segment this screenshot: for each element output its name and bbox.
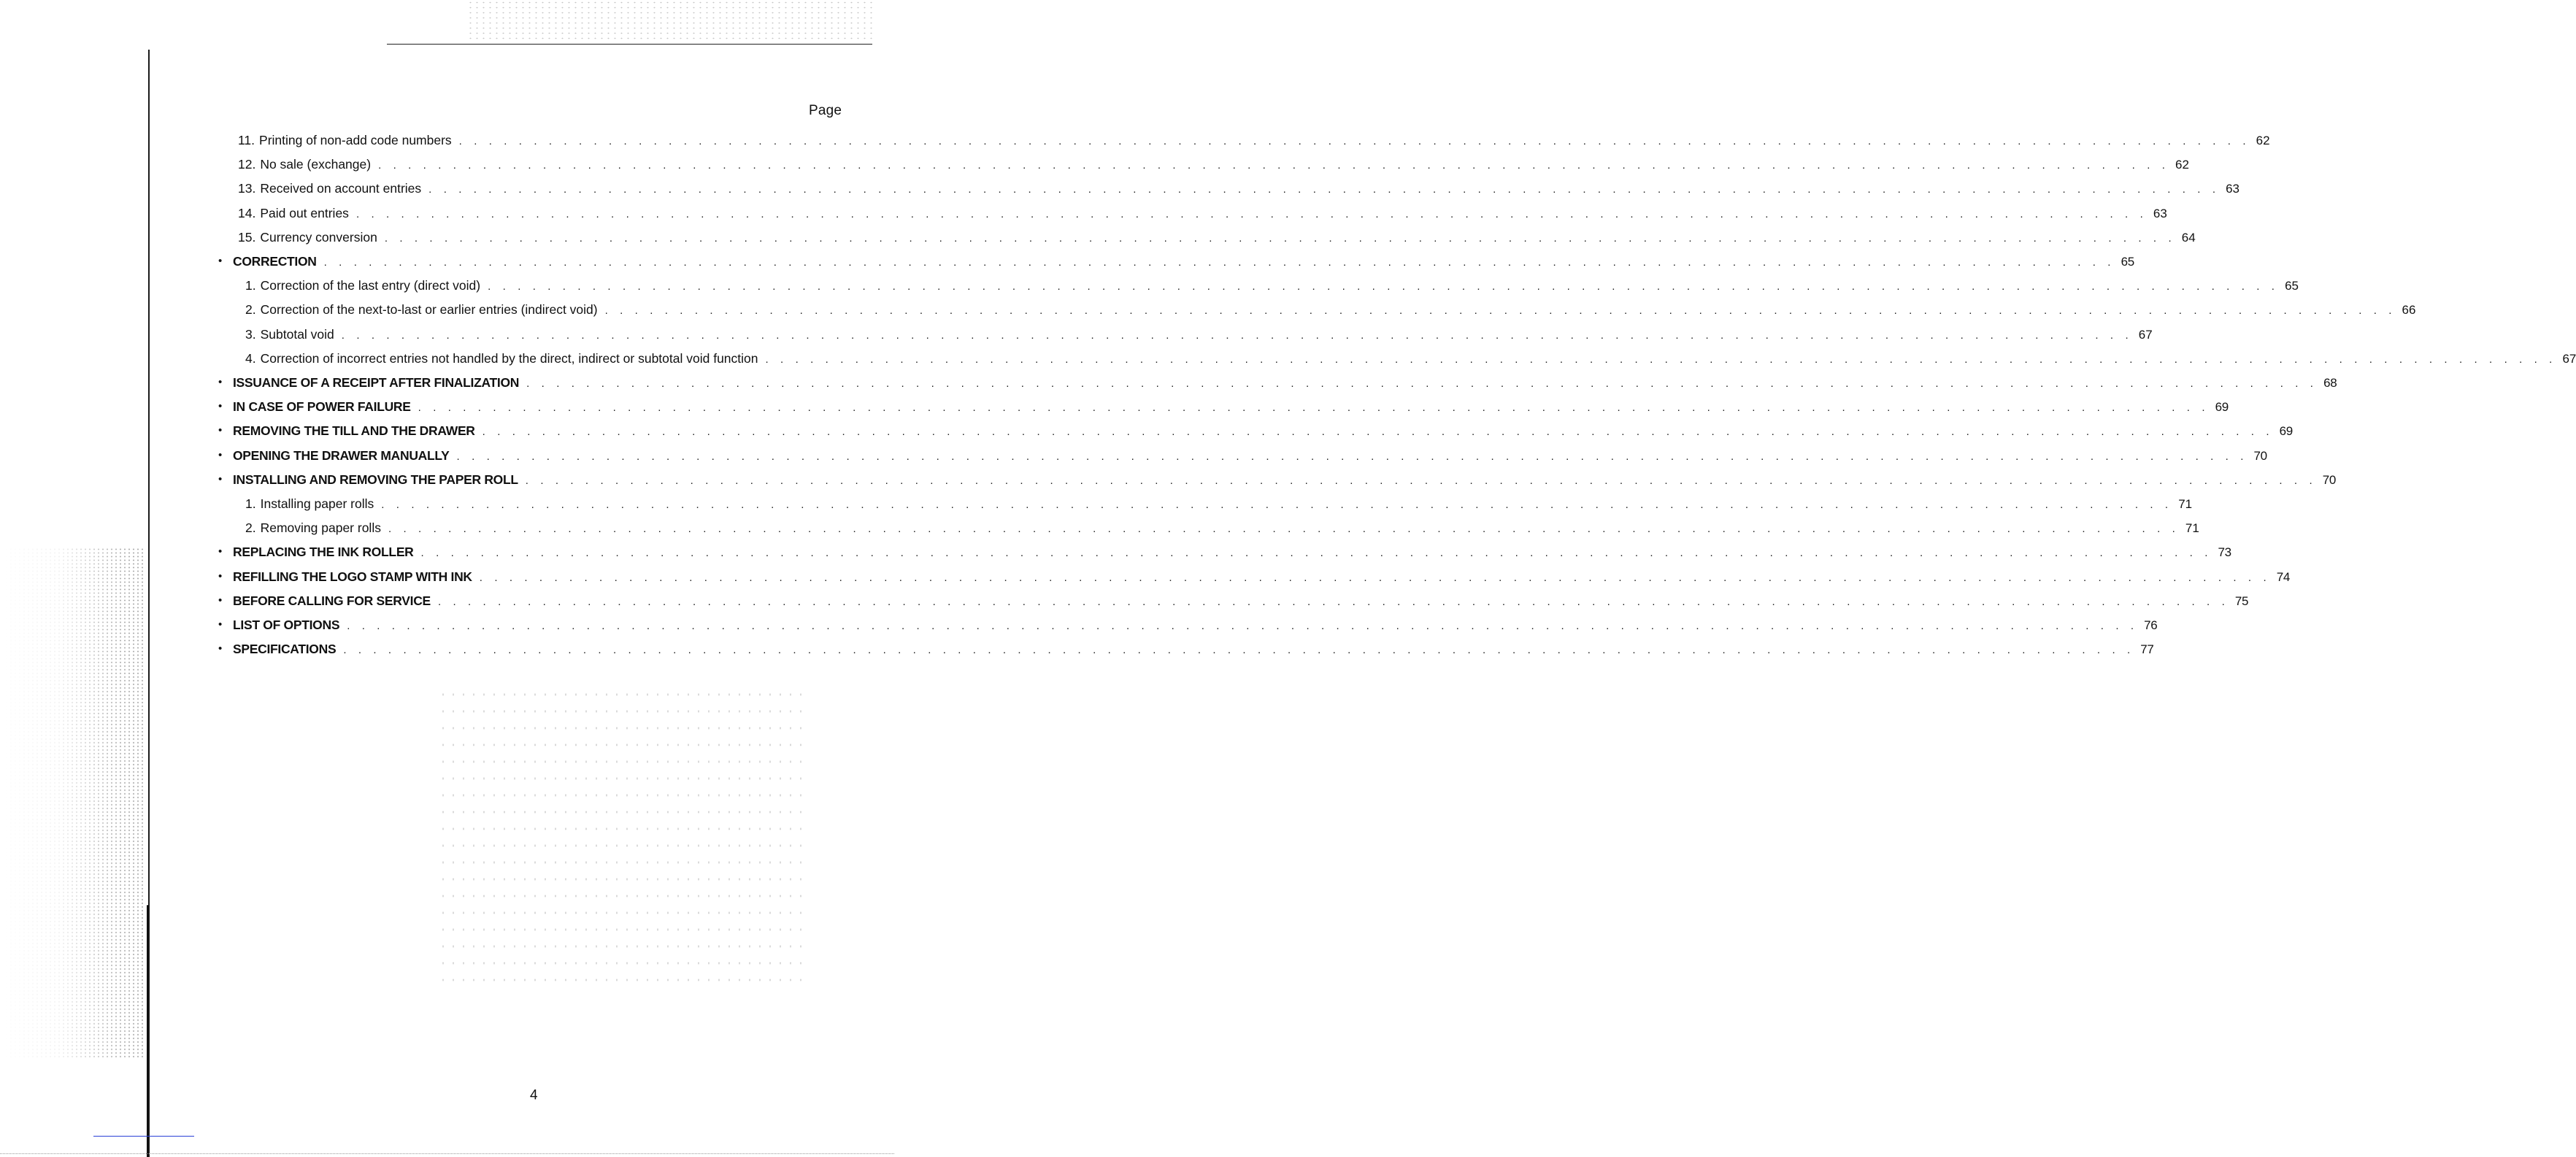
dot-leader: . . . . . . . . . . . . . . . . . . . . . . . . . . . . . . . . . . . . . . . . . . . . . . . . . . . . . . . . . . . . . . . . . . . . . . . . . . . . . . . . . . . . . . . . . . . . . . . . . . . . . . . . . . . . . . . . . . . . . . . . bbox=[479, 572, 2271, 584]
toc-entry bbox=[238, 179, 2240, 198]
toc-entry bbox=[245, 300, 2416, 319]
toc-entry bbox=[233, 615, 2158, 634]
toc-entry-title: BEFORE CALLING FOR SERVICE bbox=[233, 593, 431, 608]
toc-entry-page: 67 bbox=[2138, 328, 2153, 342]
toc-entry-page: 70 bbox=[2322, 473, 2337, 487]
toc-subsection-row bbox=[0, 204, 2167, 223]
toc-subsection-row bbox=[0, 349, 2576, 368]
toc-entry bbox=[233, 542, 2231, 561]
scan-bottom-edge bbox=[0, 1153, 894, 1154]
toc-entry-title: SPECIFICATIONS bbox=[233, 642, 337, 656]
bullet-icon: • bbox=[218, 618, 223, 631]
toc-entry bbox=[238, 155, 2189, 174]
toc-entry-number: 15. bbox=[238, 230, 256, 245]
toc-entry bbox=[245, 349, 2576, 368]
toc-subsection-row bbox=[0, 494, 2193, 513]
toc-entry-number: 1. bbox=[245, 496, 256, 511]
dot-leader: . . . . . . . . . . . . . . . . . . . . . . . . . . . . . . . . . . . . . . . . . . . . . . . . . . . . . . . . . . . . . . . . . . . . . . . . . . . . . . . . . . . . . . . . . . . . . . . . . . . . . . . . . . . . . . . . . . . . . . . . bbox=[355, 208, 2148, 220]
toc-entry-title: Correction of incorrect entries not handled by the direct, indirect or subtotal void function bbox=[260, 351, 758, 366]
toc-entry-page: 63 bbox=[2153, 207, 2167, 220]
toc-entry-title: Installing paper rolls bbox=[260, 496, 374, 511]
toc-entry-page: 67 bbox=[2562, 352, 2576, 366]
dot-leader: . . . . . . . . . . . . . . . . . . . . . . . . . . . . . . . . . . . . . . . . . . . . . . . . . . . . . . . . . . . . . . . . . . . . . . . . . . . . . . . . . . . . . . . . . . . . . . . . . . . . . . . . . . . . . . . . . . . . . . . . bbox=[456, 450, 2248, 463]
toc-entry-page: 71 bbox=[2185, 521, 2199, 535]
toc-entry-number: 13. bbox=[238, 181, 256, 196]
dot-leader: . . . . . . . . . . . . . . . . . . . . . . . . . . . . . . . . . . . . . . . . . . . . . . . . . . . . . . . . . . . . . . . . . . . . . . . . . . . . . . . . . . . . . . . . . . . . . . . . . . . . . . . . . . . . . . . . . . . . . . . . bbox=[482, 426, 2274, 438]
toc-entry-title: No sale (exchange) bbox=[260, 157, 372, 172]
toc-entry bbox=[245, 276, 2299, 295]
toc-section-row bbox=[0, 615, 2158, 634]
toc-entry bbox=[245, 518, 2199, 537]
dot-leader: . . . . . . . . . . . . . . . . . . . . . . . . . . . . . . . . . . . . . . . . . . . . . . . . . . . . . . . . . . . . . . . . . . . . . . . . . . . . . . . . . . . . . . . . . . . . . . . . . . . . . . . . . . . . . . . . . . . . . . . . bbox=[347, 620, 2139, 632]
toc-entry-page: 69 bbox=[2279, 424, 2293, 438]
bullet-icon: • bbox=[218, 545, 223, 558]
toc-subsection-row bbox=[0, 155, 2189, 174]
dot-leader: . . . . . . . . . . . . . . . . . . . . . . . . . . . . . . . . . . . . . . . . . . . . . . . . . . . . . . . . . . . . . . . . . . . . . . . . . . . . . . . . . . . . . . . . . . . . . . . . . . . . . . . . . . . . . . . . . . . . . . . . bbox=[378, 159, 2170, 172]
dot-leader: . . . . . . . . . . . . . . . . . . . . . . . . . . . . . . . . . . . . . . . . . . . . . . . . . . . . . . . . . . . . . . . . . . . . . . . . . . . . . . . . . . . . . . . . . . . . . . . . . . . . . . . . . . . . . . . . . . . . . . . . bbox=[323, 256, 2115, 269]
toc-entry-title: Correction of the next-to-last or earlier entries (indirect void) bbox=[260, 302, 598, 317]
toc-entry bbox=[233, 397, 2229, 416]
toc-entry-title: OPENING THE DRAWER MANUALLY bbox=[233, 448, 450, 463]
toc-entry bbox=[233, 252, 2134, 271]
scan-bleed-through bbox=[438, 686, 803, 993]
dot-leader: . . . . . . . . . . . . . . . . . . . . . . . . . . . . . . . . . . . . . . . . . . . . . . . . . . . . . . . . . . . . . . . . . . . . . . . . . . . . . . . . . . . . . . . . . . . . . . . . . . . . . . . . . . . . . . . . . . . . . . . . bbox=[604, 304, 2396, 317]
toc-section-row bbox=[0, 639, 2154, 658]
toc-entry-title: Subtotal void bbox=[260, 327, 334, 342]
toc-entry bbox=[238, 204, 2167, 223]
toc-entry-number: 3. bbox=[245, 327, 256, 342]
toc-subsection-row bbox=[0, 518, 2199, 537]
toc-section-row bbox=[0, 567, 2291, 586]
toc-subsection-row bbox=[0, 179, 2240, 198]
toc-entry bbox=[238, 228, 2196, 247]
bullet-icon: • bbox=[218, 376, 223, 388]
header-rule bbox=[387, 44, 872, 45]
toc-entry-title: REMOVING THE TILL AND THE DRAWER bbox=[233, 423, 475, 438]
toc-entry-title: LIST OF OPTIONS bbox=[233, 618, 340, 632]
toc-subsection-row bbox=[0, 276, 2299, 295]
dot-leader: . . . . . . . . . . . . . . . . . . . . . . . . . . . . . . . . . . . . . . . . . . . . . . . . . . . . . . . . . . . . . . . . . . . . . . . . . . . . . . . . . . . . . . . . . . . . . . . . . . . . . . . . . . . . . . . . . . . . . . . . bbox=[526, 377, 2318, 390]
bullet-icon: • bbox=[218, 400, 223, 412]
toc-entry-page: 65 bbox=[2121, 255, 2134, 269]
bullet-icon: • bbox=[218, 449, 223, 461]
binding-edge-lower bbox=[147, 905, 149, 1157]
toc-entry-number: 12. bbox=[238, 157, 256, 172]
toc-entry-page: 66 bbox=[2402, 303, 2416, 317]
dot-leader: . . . . . . . . . . . . . . . . . . . . . . . . . . . . . . . . . . . . . . . . . . . . . . . . . . . . . . . . . . . . . . . . . . . . . . . . . . . . . . . . . . . . . . . . . . . . . . . . . . . . . . . . . . . . . . . . . . . . . . . . bbox=[437, 596, 2229, 608]
toc-entry-page: 71 bbox=[2178, 497, 2193, 511]
toc-section-row bbox=[0, 421, 2293, 440]
toc-section-row bbox=[0, 446, 2267, 465]
dot-leader: . . . . . . . . . . . . . . . . . . . . . . . . . . . . . . . . . . . . . . . . . . . . . . . . . . . . . . . . . . . . . . . . . . . . . . . . . . . . . . . . . . . . . . . . . . . . . . . . . . . . . . . . . . . . . . . . . . . . . . . . bbox=[388, 523, 2180, 535]
toc-entry-page: 75 bbox=[2234, 594, 2249, 608]
toc-entry-title: REPLACING THE INK ROLLER bbox=[233, 545, 414, 559]
toc-entry-page: 77 bbox=[2140, 642, 2154, 656]
toc-entry bbox=[245, 494, 2193, 513]
scan-noise-top bbox=[467, 0, 876, 42]
toc-entry bbox=[233, 421, 2293, 440]
dot-leader: . . . . . . . . . . . . . . . . . . . . . . . . . . . . . . . . . . . . . . . . . . . . . . . . . . . . . . . . . . . . . . . . . . . . . . . . . . . . . . . . . . . . . . . . . . . . . . . . . . . . . . . . . . . . . . . . . . . . . . . . bbox=[341, 329, 2133, 342]
toc-entry-title: IN CASE OF POWER FAILURE bbox=[233, 399, 411, 414]
bullet-icon: • bbox=[218, 255, 223, 267]
toc-entry-page: 65 bbox=[2285, 279, 2299, 293]
toc-section-row bbox=[0, 373, 2337, 392]
toc-entry-title: Paid out entries bbox=[260, 206, 349, 220]
toc-entry-page: 70 bbox=[2253, 449, 2267, 463]
bullet-icon: • bbox=[218, 642, 223, 655]
toc-section-row bbox=[0, 542, 2231, 561]
toc-section-row bbox=[0, 397, 2229, 416]
toc-entry-title: Removing paper rolls bbox=[260, 520, 381, 535]
toc-entry-number: 11. bbox=[238, 133, 255, 147]
dot-leader: . . . . . . . . . . . . . . . . . . . . . . . . . . . . . . . . . . . . . . . . . . . . . . . . . . . . . . . . . . . . . . . . . . . . . . . . . . . . . . . . . . . . . . . . . . . . . . . . . . . . . . . . . . . . . . . . . . . . . . . . bbox=[384, 232, 2176, 245]
toc-entry-page: 76 bbox=[2144, 618, 2158, 632]
toc-entry bbox=[245, 325, 2153, 344]
bullet-icon: • bbox=[218, 473, 223, 485]
toc-entry bbox=[233, 446, 2267, 465]
toc-entry-page: 74 bbox=[2276, 570, 2291, 584]
toc-entry-title: CORRECTION bbox=[233, 254, 317, 269]
toc-entry bbox=[238, 131, 2270, 150]
toc-entry-number: 1. bbox=[245, 278, 256, 293]
toc-entry-page: 64 bbox=[2181, 231, 2196, 245]
dot-leader: . . . . . . . . . . . . . . . . . . . . . . . . . . . . . . . . . . . . . . . . . . . . . . . . . . . . . . . . . . . . . . . . . . . . . . . . . . . . . . . . . . . . . . . . . . . . . . . . . . . . . . . . . . . . . . . . . . . . . . . . bbox=[428, 183, 2221, 196]
dot-leader: . . . . . . . . . . . . . . . . . . . . . . . . . . . . . . . . . . . . . . . . . . . . . . . . . . . . . . . . . . . . . . . . . . . . . . . . . . . . . . . . . . . . . . . . . . . . . . . . . . . . . . . . . . . . . . . . . . . . . . . . bbox=[343, 644, 2135, 656]
toc-entry-number: 2. bbox=[245, 302, 256, 317]
toc-entry-title: INSTALLING AND REMOVING THE PAPER ROLL bbox=[233, 472, 518, 487]
toc-entry-page: 62 bbox=[2175, 158, 2189, 172]
toc-entry-title: Correction of the last entry (direct void) bbox=[260, 278, 481, 293]
toc-entry-title: Received on account entries bbox=[260, 181, 422, 196]
toc-entry-title: Printing of non-add code numbers bbox=[259, 133, 452, 147]
toc-section-row bbox=[0, 470, 2337, 489]
toc-subsection-row bbox=[0, 131, 2270, 150]
toc-entry-page: 73 bbox=[2218, 545, 2231, 559]
toc-entry bbox=[233, 373, 2337, 392]
toc-section-row bbox=[0, 252, 2134, 271]
toc-entry-title: REFILLING THE LOGO STAMP WITH INK bbox=[233, 569, 472, 584]
dot-leader: . . . . . . . . . . . . . . . . . . . . . . . . . . . . . . . . . . . . . . . . . . . . . . . . . . . . . . . . . . . . . . . . . . . . . . . . . . . . . . . . . . . . . . . . . . . . . . . . . . . . . . . . . . . . . . . . . . . . . . . . bbox=[420, 547, 2212, 559]
bullet-icon: • bbox=[218, 594, 223, 607]
dot-leader: . . . . . . . . . . . . . . . . . . . . . . . . . . . . . . . . . . . . . . . . . . . . . . . . . . . . . . . . . . . . . . . . . . . . . . . . . . . . . . . . . . . . . . . . . . . . . . . . . . . . . . . . . . . . . . . . . . . . . . . . bbox=[381, 499, 2173, 511]
toc-entry-page: 69 bbox=[2215, 400, 2229, 414]
toc-subsection-row bbox=[0, 228, 2196, 247]
toc-subsection-row bbox=[0, 325, 2153, 344]
dot-leader: . . . . . . . . . . . . . . . . . . . . . . . . . . . . . . . . . . . . . . . . . . . . . . . . . . . . . . . . . . . . . . . . . . . . . . . . . . . . . . . . . . . . . . . . . . . . . . . . . . . . . . . . . . . . . . . . . . . . . . . . bbox=[525, 474, 2317, 487]
bullet-icon: • bbox=[218, 570, 223, 583]
toc-entry-page: 62 bbox=[2256, 134, 2270, 147]
dot-leader: . . . . . . . . . . . . . . . . . . . . . . . . . . . . . . . . . . . . . . . . . . . . . . . . . . . . . . . . . . . . . . . . . . . . . . . . . . . . . . . . . . . . . . . . . . . . . . . . . . . . . . . . . . . . . . . . . . . . . . . . bbox=[488, 280, 2280, 293]
dot-leader: . . . . . . . . . . . . . . . . . . . . . . . . . . . . . . . . . . . . . . . . . . . . . . . . . . . . . . . . . . . . . . . . . . . . . . . . . . . . . . . . . . . . . . . . . . . . . . . . . . . . . . . . . . . . . . . . . . . . . . . . bbox=[458, 135, 2250, 147]
toc-entry-number: 4. bbox=[245, 351, 256, 366]
toc-entry-title: Currency conversion bbox=[260, 230, 377, 245]
page-number: 4 bbox=[530, 1088, 538, 1103]
toc-entry-number: 14. bbox=[238, 206, 256, 220]
toc-section-row bbox=[0, 591, 2249, 610]
scan-edge-mark bbox=[93, 1136, 194, 1137]
toc-entry bbox=[233, 639, 2154, 658]
toc-entry bbox=[233, 591, 2249, 610]
dot-leader: . . . . . . . . . . . . . . . . . . . . . . . . . . . . . . . . . . . . . . . . . . . . . . . . . . . . . . . . . . . . . . . . . . . . . . . . . . . . . . . . . . . . . . . . . . . . . . . . . . . . . . . . . . . . . . . . . . . . . . . . bbox=[418, 401, 2210, 414]
toc-entry bbox=[233, 470, 2337, 489]
toc-entry-page: 63 bbox=[2226, 182, 2240, 196]
toc-entry-page: 68 bbox=[2323, 376, 2337, 390]
toc-entry bbox=[233, 567, 2291, 586]
bullet-icon: • bbox=[218, 424, 223, 437]
toc-entry-title: ISSUANCE OF A RECEIPT AFTER FINALIZATION bbox=[233, 375, 520, 390]
dot-leader: . . . . . . . . . . . . . . . . . . . . . . . . . . . . . . . . . . . . . . . . . . . . . . . . . . . . . . . . . . . . . . . . . . . . . . . . . . . . . . . . . . . . . . . . . . . . . . . . . . . . . . . . . . . . . . . . . . . . . . . . bbox=[765, 353, 2557, 366]
page-column-header: Page bbox=[809, 103, 842, 118]
toc-entry-number: 2. bbox=[245, 520, 256, 535]
toc-subsection-row bbox=[0, 300, 2416, 319]
